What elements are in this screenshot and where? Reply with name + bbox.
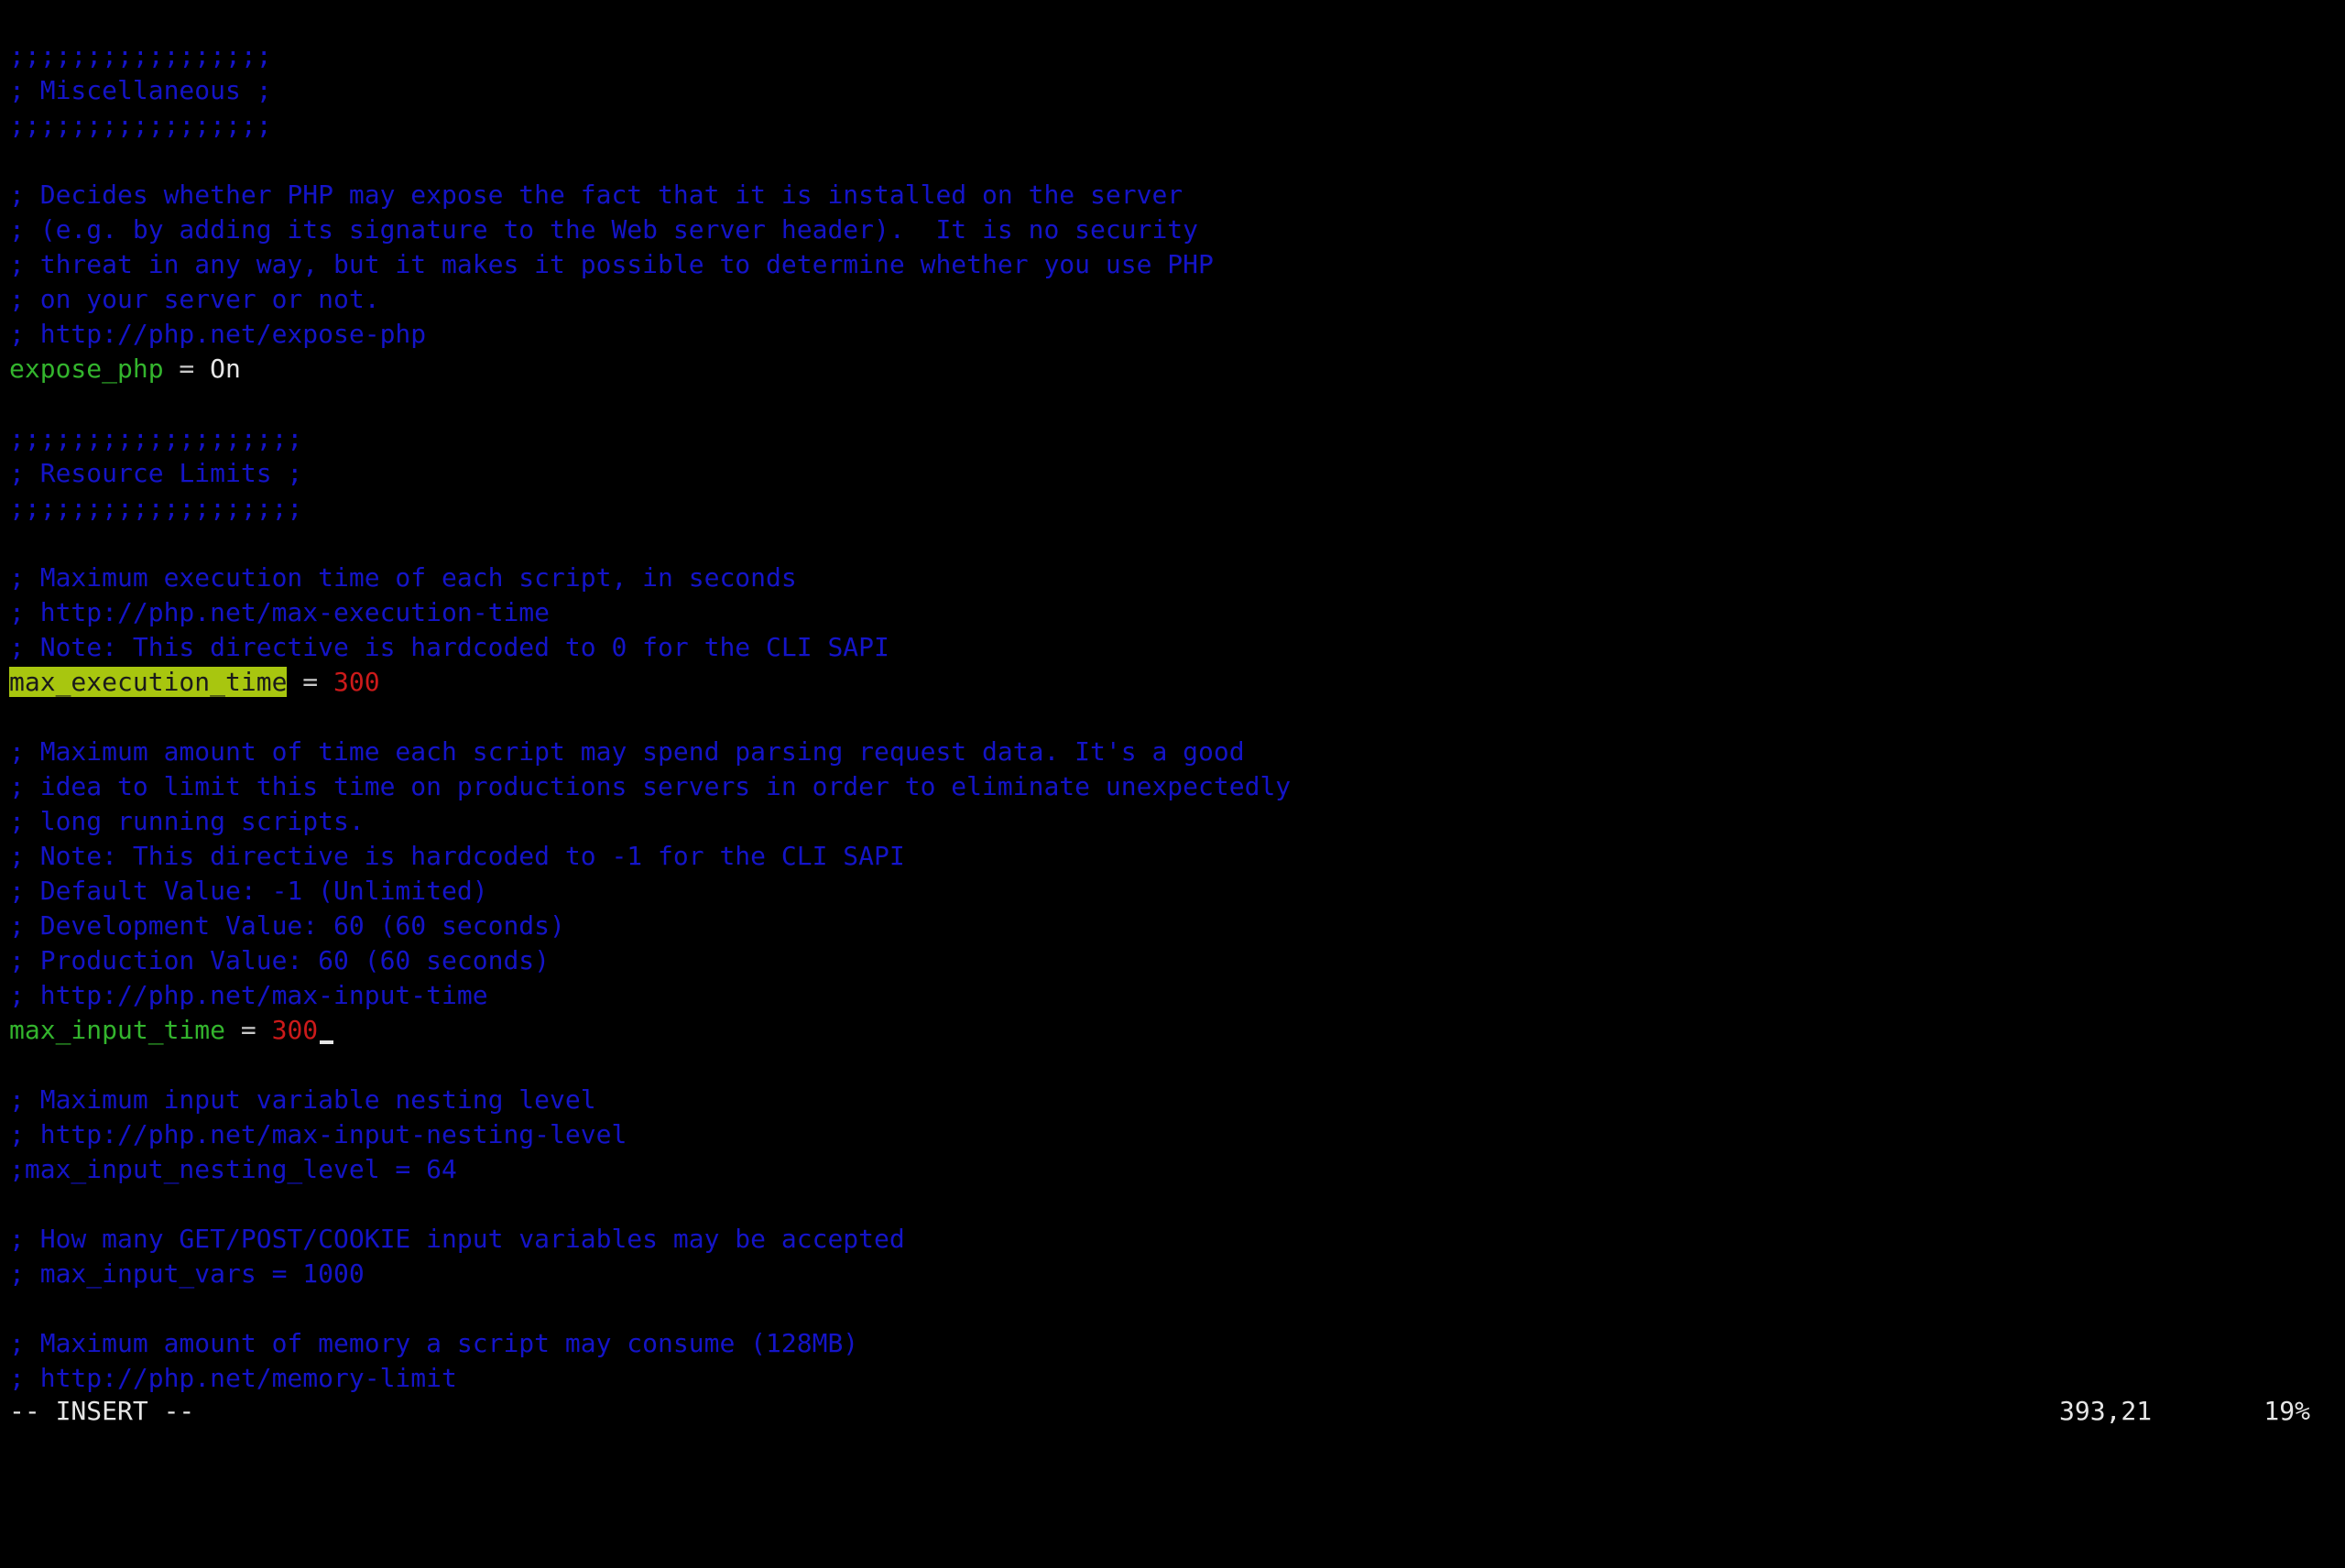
assignment-operator: = — [225, 1015, 272, 1045]
blank-line[interactable] — [9, 1291, 2336, 1326]
comment-text: ; Default Value: -1 (Unlimited) — [9, 876, 488, 906]
comment-line[interactable] — [9, 874, 2336, 909]
comment-text: ; Miscellaneous ; — [9, 75, 272, 105]
comment-line[interactable] — [9, 630, 2336, 665]
comment-line[interactable] — [9, 595, 2336, 630]
comment-text: ; http://php.net/max-input-nesting-level — [9, 1119, 627, 1149]
comment-text: ; http://php.net/memory-limit — [9, 1363, 457, 1393]
blank-line[interactable] — [9, 1048, 2336, 1083]
comment-line[interactable] — [9, 73, 2336, 108]
comment-text: ; Maximum execution time of each script, in seconds — [9, 562, 797, 593]
blank-line[interactable] — [9, 1187, 2336, 1222]
comment-text: ; Resource Limits ; — [9, 458, 303, 488]
comment-text: ; Maximum amount of time each script may spend parsing request data. It's a good — [9, 736, 1245, 767]
setting-line[interactable] — [9, 1013, 2336, 1048]
comment-text: ;;;;;;;;;;;;;;;;;;; — [9, 493, 303, 523]
setting-line[interactable] — [9, 352, 2336, 387]
comment-line[interactable] — [9, 1222, 2336, 1257]
comment-line[interactable] — [9, 317, 2336, 352]
comment-line[interactable] — [9, 839, 2336, 874]
comment-text: ; http://php.net/max-input-time — [9, 980, 488, 1010]
comment-line[interactable] — [9, 804, 2336, 839]
comment-text: ; on your server or not. — [9, 284, 380, 314]
comment-line[interactable] — [9, 735, 2336, 769]
comment-line[interactable] — [9, 491, 2336, 526]
comment-line[interactable] — [9, 282, 2336, 317]
comment-line[interactable] — [9, 1083, 2336, 1117]
scroll-percent: 19% — [2263, 1396, 2310, 1426]
comment-text: ; Maximum amount of memory a script may consume (128MB) — [9, 1328, 859, 1358]
status-bar — [9, 1394, 2336, 1429]
comment-line[interactable] — [9, 421, 2336, 456]
comment-text: ;;;;;;;;;;;;;;;;;;; — [9, 423, 303, 453]
setting-key: expose_php — [9, 354, 164, 384]
comment-text: ; Development Value: 60 (60 seconds) — [9, 910, 565, 941]
comment-line[interactable] — [9, 769, 2336, 804]
comment-text: ; Decides whether PHP may expose the fact that it is installed on the server — [9, 180, 1183, 210]
comment-text: ;max_input_nesting_level = 64 — [9, 1154, 457, 1184]
comment-line[interactable] — [9, 38, 2336, 73]
comment-line[interactable] — [9, 212, 2336, 247]
setting-key: max_input_time — [9, 1015, 226, 1045]
comment-line[interactable] — [9, 1117, 2336, 1152]
comment-text: ; threat in any way, but it makes it possible to determine whether you use PHP — [9, 249, 1214, 279]
comment-text: ; http://php.net/max-execution-time — [9, 597, 551, 627]
setting-value: On — [210, 354, 241, 384]
assignment-operator: = — [163, 354, 211, 384]
comment-line[interactable] — [9, 178, 2336, 212]
comment-line[interactable] — [9, 1326, 2336, 1361]
comment-line[interactable] — [9, 108, 2336, 143]
blank-line[interactable] — [9, 387, 2336, 421]
search-match-key: max_execution_time — [9, 667, 288, 697]
comment-text: ; (e.g. by adding its signature to the Web server header). It is no security — [9, 214, 1199, 245]
comment-line[interactable] — [9, 456, 2336, 491]
comment-text: ; Maximum input variable nesting level — [9, 1084, 596, 1115]
comment-text: ; long running scripts. — [9, 806, 365, 836]
text-cursor — [320, 1040, 333, 1044]
cursor-position: 393,21 — [2059, 1396, 2153, 1426]
comment-text: ; Note: This directive is hardcoded to -1 for the CLI SAPI — [9, 841, 905, 871]
comment-line[interactable] — [9, 978, 2336, 1013]
comment-line[interactable] — [9, 561, 2336, 595]
comment-text: ; idea to limit this time on productions servers in order to eliminate unexpectedly — [9, 771, 1292, 801]
blank-line[interactable] — [9, 526, 2336, 561]
comment-line[interactable] — [9, 943, 2336, 978]
comment-line[interactable] — [9, 909, 2336, 943]
comment-line[interactable] — [9, 1152, 2336, 1187]
assignment-operator: = — [287, 667, 334, 697]
comment-text: ; http://php.net/expose-php — [9, 319, 427, 349]
comment-line[interactable] — [9, 247, 2336, 282]
blank-line[interactable] — [9, 143, 2336, 178]
editor-buffer[interactable] — [9, 38, 2336, 1396]
comment-text: ;;;;;;;;;;;;;;;;; — [9, 110, 272, 140]
comment-text: ; How many GET/POST/COOKIE input variables may be accepted — [9, 1224, 905, 1254]
blank-line[interactable] — [9, 700, 2336, 735]
mode-indicator: -- INSERT -- — [9, 1396, 195, 1426]
comment-text: ; max_input_vars = 1000 — [9, 1258, 365, 1289]
setting-line[interactable] — [9, 665, 2336, 700]
setting-value: 300 — [271, 1015, 319, 1045]
comment-line[interactable] — [9, 1361, 2336, 1396]
setting-value: 300 — [333, 667, 380, 697]
comment-line[interactable] — [9, 1257, 2336, 1291]
comment-text: ; Note: This directive is hardcoded to 0 for the CLI SAPI — [9, 632, 889, 662]
comment-text: ; Production Value: 60 (60 seconds) — [9, 945, 551, 975]
comment-text: ;;;;;;;;;;;;;;;;; — [9, 40, 272, 71]
